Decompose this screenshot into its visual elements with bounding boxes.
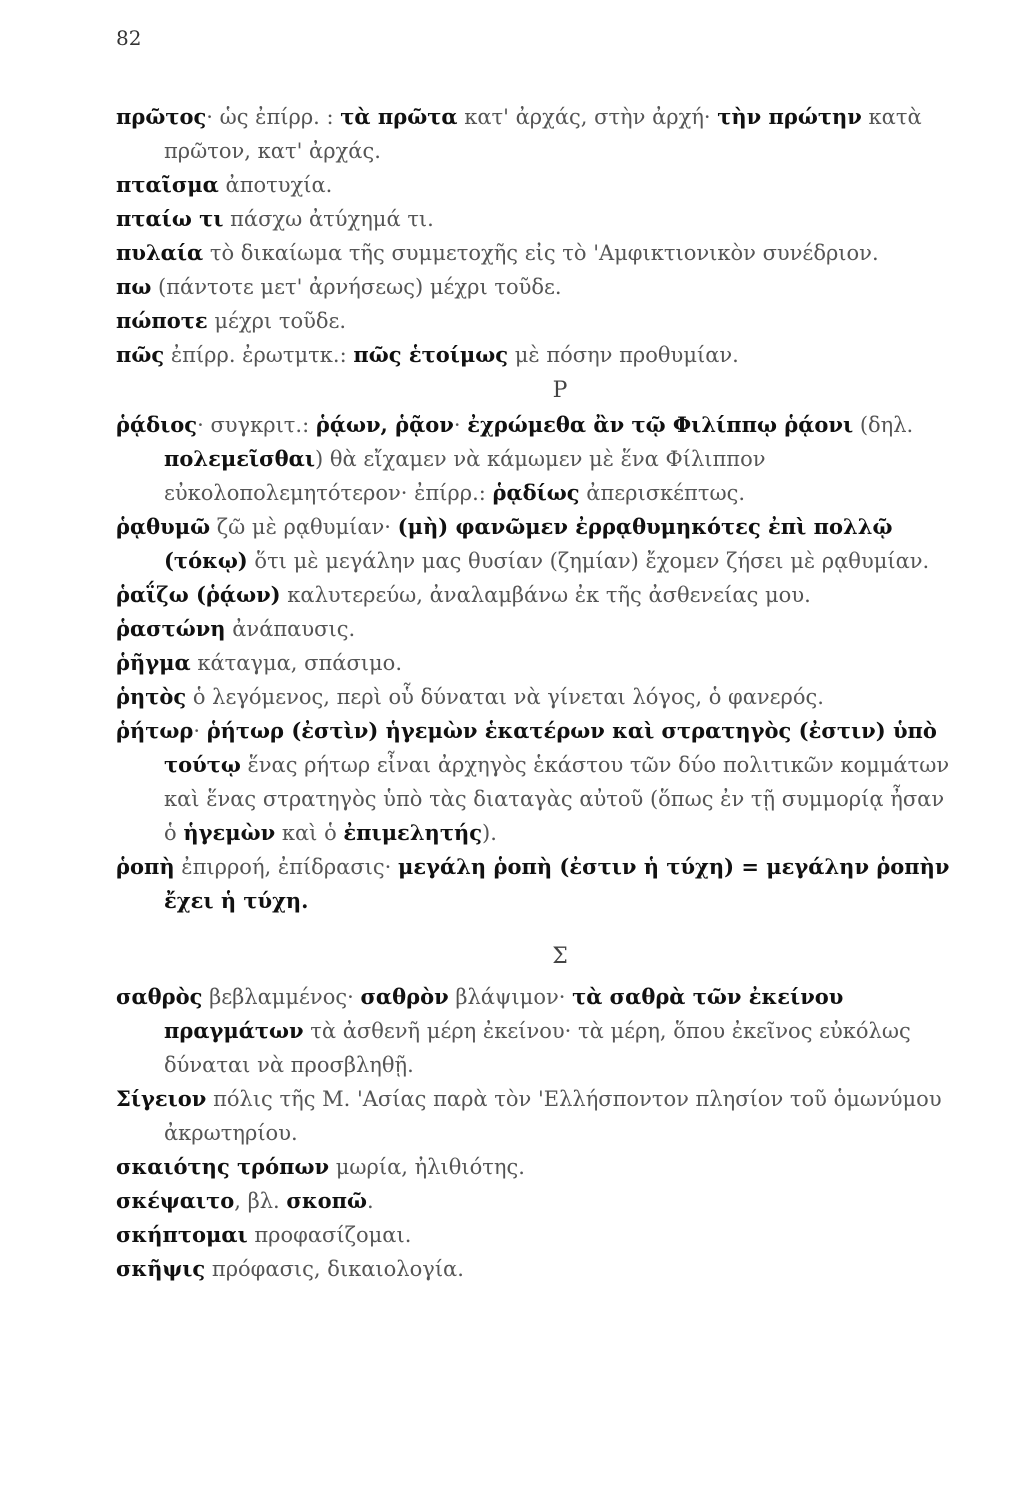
entry-definition: πάσχω ἀτύχημά τι.	[223, 207, 434, 231]
page-number: 82	[116, 26, 142, 50]
entry-definition: καὶ ὁ	[275, 821, 344, 845]
dictionary-entry	[116, 202, 956, 236]
entry-definition: ὅτι μὲ μεγάλην μας θυσίαν (ζημίαν) ἔχομεν ζήσει μὲ ρᾳθυμίαν.	[247, 549, 930, 573]
entry-definition: κατὰ πρῶτον, κατ' ἀρχάς.	[164, 105, 922, 163]
dictionary-entry	[116, 168, 956, 202]
dictionary-entry	[116, 1218, 956, 1252]
entry-definition: .	[366, 1189, 374, 1213]
entry-definition: · ὡς ἐπίρρ. :	[206, 105, 341, 129]
entry-headword: πῶς	[116, 342, 165, 367]
dictionary-entry	[116, 304, 956, 338]
entry-group-sigma	[116, 980, 956, 1286]
entry-headword: πῶς ἑτοίμως	[353, 342, 509, 367]
entry-headword: ῥᾳθυμῶ	[116, 514, 211, 539]
entry-definition: · συγκριτ.:	[197, 413, 316, 437]
entry-definition: βεβλαμμένος·	[202, 985, 361, 1009]
entry-definition: μὲ πόσην προθυμίαν.	[508, 343, 739, 367]
dictionary-entry	[116, 338, 956, 372]
entry-definition: τὰ ἀσθενῆ μέρη ἐκείνου· τὰ μέρη, ὅπου ἐκεῖνος εὐκόλως δύναται νὰ προσβληθῇ.	[164, 1019, 911, 1077]
entry-headword: σαθρὸς	[116, 984, 203, 1009]
entry-definition: κατ' ἀρχάς, στὴν ἀρχή·	[457, 105, 718, 129]
entry-definition: ἐπιρροή, ἐπίδρασις·	[174, 855, 399, 879]
entry-definition: ζῶ μὲ ρᾳθυμίαν·	[210, 515, 398, 539]
entry-headword: ἡγεμὼν	[183, 820, 276, 845]
dictionary-entry	[116, 612, 956, 646]
entry-headword: ῥήτωρ (ἐστὶν) ἡγεμὼν ἑκατέρων καὶ στρατηγὸς (ἐστιν) ὑπὸ τούτῳ	[164, 718, 937, 777]
dictionary-entry	[116, 510, 956, 578]
entry-definition: ).	[482, 821, 497, 845]
entry-headword: πω	[116, 274, 152, 299]
section-heading-sigma: Σ	[552, 944, 568, 969]
entry-definition: , βλ.	[234, 1189, 287, 1213]
entry-definition: (πάντοτε μετ' ἀρνήσεως) μέχρι τοῦδε.	[151, 275, 562, 299]
entry-definition: μωρία, ἠλιθιότης.	[329, 1155, 525, 1179]
entry-definition: ἀνάπαυσις.	[225, 617, 356, 641]
entry-definition: ·	[453, 413, 468, 437]
dictionary-entry	[116, 1252, 956, 1286]
entry-headword: σκοπῶ	[286, 1188, 367, 1213]
dictionary-entry	[116, 980, 956, 1082]
entry-group-pi	[116, 100, 956, 372]
entry-definition: καλυτερεύω, ἀναλαμβάνω ἐκ τῆς ἀσθενείας μου.	[280, 583, 811, 607]
entry-definition: ἀποτυχία.	[218, 173, 333, 197]
dictionary-entry	[116, 100, 956, 168]
entry-headword: ῥᾴδιος	[116, 412, 198, 437]
dictionary-entry	[116, 714, 956, 850]
entry-headword: πολεμεῖσθαι	[164, 446, 315, 471]
entry-headword: ῥαστώνη	[116, 616, 226, 641]
dictionary-entries	[116, 100, 956, 1286]
entry-definition: ἕνας ρήτωρ εἶναι ἀρχηγὸς ἑκάστου τῶν δύο πολιτικῶν κομμάτων καὶ ἕνας στρατηγὸς ὑπὸ τὰς διαταγὰς αὐτοῦ (ὅπως ἐν τῇ συμμορίᾳ ἦσαν ὁ	[164, 753, 950, 845]
entry-definition: πόλις τῆς Μ. 'Ασίας παρὰ τὸν 'Ελλήσποντον πλησίον τοῦ ὁμωνύμου ἀκρωτηρίου.	[164, 1087, 942, 1145]
entry-headword: ῥητὸς	[116, 684, 187, 709]
entry-headword: πυλαία	[116, 240, 204, 265]
dictionary-entry	[116, 408, 956, 510]
entry-definition: ὁ λεγόμενος, περὶ οὗ δύναται νὰ γίνεται λόγος, ὁ φανερός.	[186, 685, 824, 709]
entry-headword: πταίω τι	[116, 206, 224, 231]
entry-definition: βλάψιμον·	[448, 985, 573, 1009]
dictionary-entry	[116, 578, 956, 612]
entry-group-rho	[116, 408, 956, 918]
entry-definition: (δηλ.	[853, 413, 914, 437]
entry-headword: σκήπτομαι	[116, 1222, 248, 1247]
entry-headword: σκῆψις	[116, 1256, 206, 1281]
section-heading-rho: Ρ	[552, 378, 568, 403]
entry-headword: ῥοπὴ	[116, 854, 175, 879]
entry-headword: τὴν πρώτην	[717, 104, 862, 129]
entry-headword: τὰ σαθρὰ τῶν ἐκείνου πραγμάτων	[164, 984, 844, 1043]
dictionary-entry	[116, 1184, 956, 1218]
entry-headword: πρῶτος	[116, 104, 207, 129]
entry-definition: ) θὰ εἴχαμεν νὰ κάμωμεν μὲ ἕνα Φίλιππον εὐκολοπολεμητότερον· ἐπίρρ.:	[164, 447, 766, 505]
entry-definition: μέχρι τοῦδε.	[207, 309, 347, 333]
dictionary-entry	[116, 1082, 956, 1150]
dictionary-entry	[116, 1150, 956, 1184]
entry-headword: (μὴ) φανῶμεν ἐρρᾳθυμηκότες ἐπὶ πολλῷ (τόκῳ)	[164, 514, 893, 573]
entry-headword: Σίγειον	[116, 1086, 207, 1111]
entry-definition: προφασίζομαι.	[247, 1223, 412, 1247]
entry-definition: ἀπερισκέπτως.	[579, 481, 746, 505]
entry-definition: κάταγμα, σπάσιμο.	[190, 651, 403, 675]
entry-headword: ῥαΐζω (ῥᾴων)	[116, 582, 281, 607]
dictionary-entry	[116, 850, 956, 918]
dictionary-entry	[116, 680, 956, 714]
entry-headword: σαθρὸν	[360, 984, 449, 1009]
entry-headword: πώποτε	[116, 308, 208, 333]
entry-headword: ἐχρώμεθα ἂν τῷ Φιλίππῳ ῥᾴονι	[467, 412, 854, 437]
entry-headword: ἐπιμελητής	[343, 820, 483, 845]
entry-definition: πρόφασις, δικαιολογία.	[205, 1257, 464, 1281]
entry-headword: ῥᾴων, ῥᾷον	[315, 412, 454, 437]
entry-headword: τὰ πρῶτα	[340, 104, 458, 129]
entry-headword: ῥᾳδίως	[492, 480, 580, 505]
entry-definition: τὸ δικαίωμα τῆς συμμετοχῆς εἰς τὸ 'Αμφικτιονικὸν συνέδριον.	[203, 241, 879, 265]
dictionary-entry	[116, 270, 956, 304]
entry-headword: πταῖσμα	[116, 172, 219, 197]
entry-headword: σκαιότης τρόπων	[116, 1154, 330, 1179]
dictionary-entry	[116, 646, 956, 680]
entry-headword: ῥῆγμα	[116, 650, 191, 675]
entry-headword: σκέψαιτο	[116, 1188, 235, 1213]
entry-headword: ῥήτωρ	[116, 718, 194, 743]
entry-definition: ἐπίρρ. ἐρωτμτκ.:	[164, 343, 354, 367]
entry-definition: ·	[193, 719, 207, 743]
entry-headword: μεγάλη ῥοπὴ (ἐστιν ἡ τύχη) = μεγάλην ῥοπὴν ἔχει ἡ τύχη.	[164, 854, 950, 913]
dictionary-entry	[116, 236, 956, 270]
